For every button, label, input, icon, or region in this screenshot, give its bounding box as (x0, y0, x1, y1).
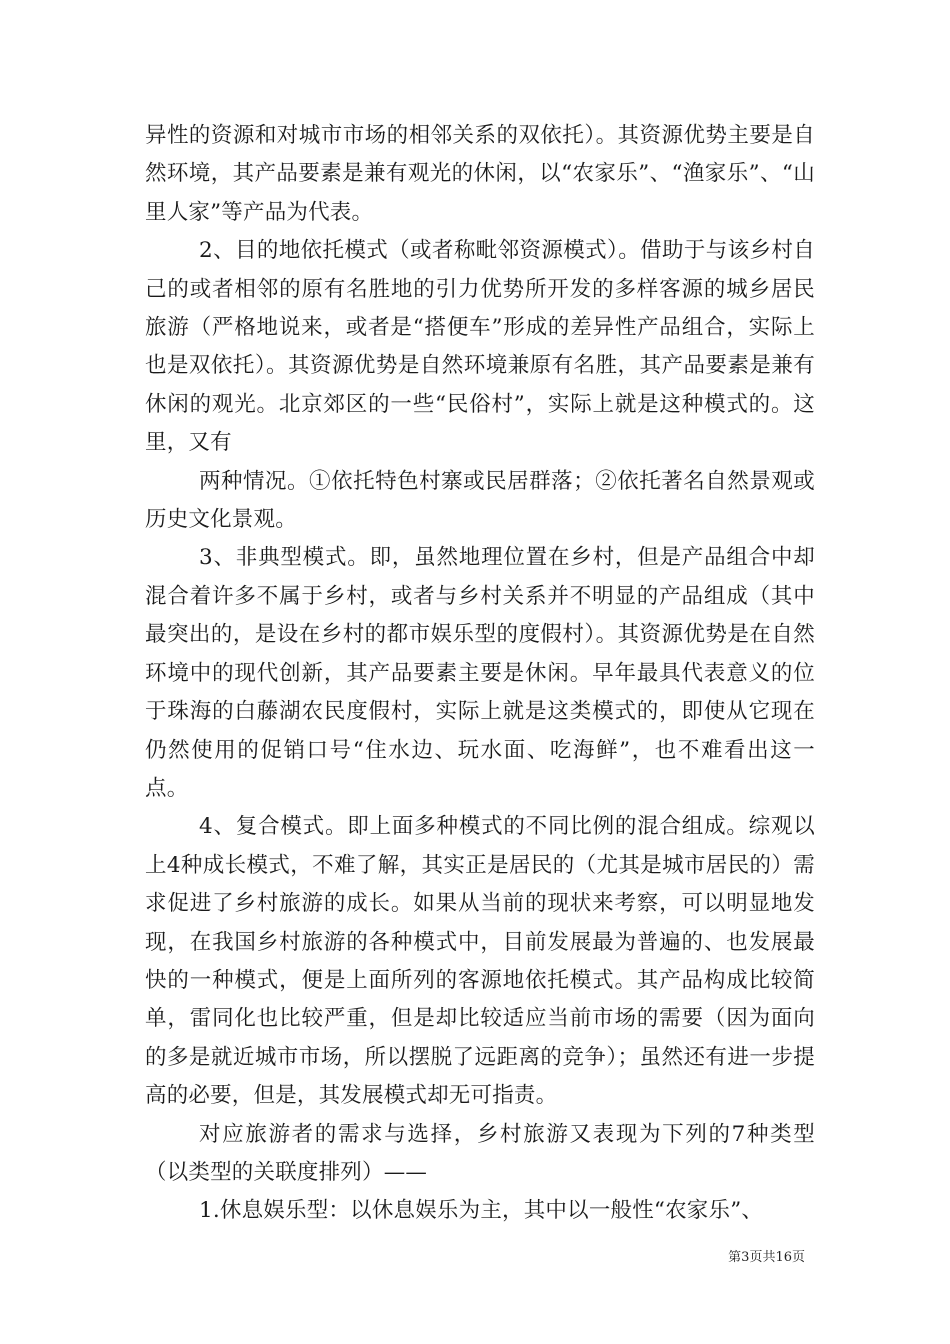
page-number: 第3页共16页 (728, 1250, 805, 1265)
paragraph-two-cases: 两种情况。①依托特色村寨或民居群落；②依托著名自然景观或历史文化景观。 (145, 468, 815, 533)
paragraph-destination-model: 2、目的地依托模式（或者称毗邻资源模式）。借助于与该乡村自己的或者相邻的原有名胜地的引力优势所开发的多样客源的城乡居民旅游（严格地说来，或者是“搭便车”形成的差异性产品组合，实际上也是双依托）。其资源优势是自然环境兼原有名胜，其产品要素是兼有休闲的观光。北京郊区的一些“民俗村”，实际上就是这种模式的。这里，又有 (145, 238, 815, 456)
paragraph-continuation: 异性的资源和对城市市场的相邻关系的双依托）。其资源优势主要是自然环境，其产品要素是兼有观光的休闲，以“农家乐”、“渔家乐”、“山里人家”等产品为代表。 (145, 123, 815, 225)
paragraph-leisure-type: 1.休息娱乐型：以休息娱乐为主，其中以一般性“农家乐”、 (199, 1198, 764, 1224)
paragraph-atypical-model: 3、非典型模式。即，虽然地理位置在乡村，但是产品组合中却混合着许多不属于乡村，或者与乡村关系并不明显的产品组成（其中最突出的，是设在乡村的都市娱乐型的度假村）。其资源优势是在自然环境中的现代创新，其产品要素主要是休闲。早年最具代表意义的位于珠海的白藤湖农民度假村，实际上就是这类模式的，即使从它现在仍然使用的促销口号“住水边、玩水面、吃海鲜”，也不难看出这一点。 (145, 545, 815, 801)
paragraph-seven-types: 对应旅游者的需求与选择，乡村旅游又表现为下列的7种类型（以类型的关联度排列）—— (145, 1121, 815, 1185)
document-body (145, 117, 815, 1231)
paragraph-composite-model: 4、复合模式。即上面多种模式的不同比例的混合组成。综观以上4种成长模式，不难了解，其实正是居民的（尤其是城市居民的）需求促进了乡村旅游的成长。如果从当前的现状来考察，可以明显地发现，在我国乡村旅游的各种模式中，目前发展最为普遍的、也发展最快的一种模式，便是上面所列的客源地依托模式。其产品构成比较简单，雷同化也比较严重，但是却比较适应当前市场的需要（因为面向的多是就近城市市场，所以摆脱了远距离的竞争）；虽然还有进一步提高的必要，但是，其发展模式却无可指责。 (145, 814, 815, 1109)
